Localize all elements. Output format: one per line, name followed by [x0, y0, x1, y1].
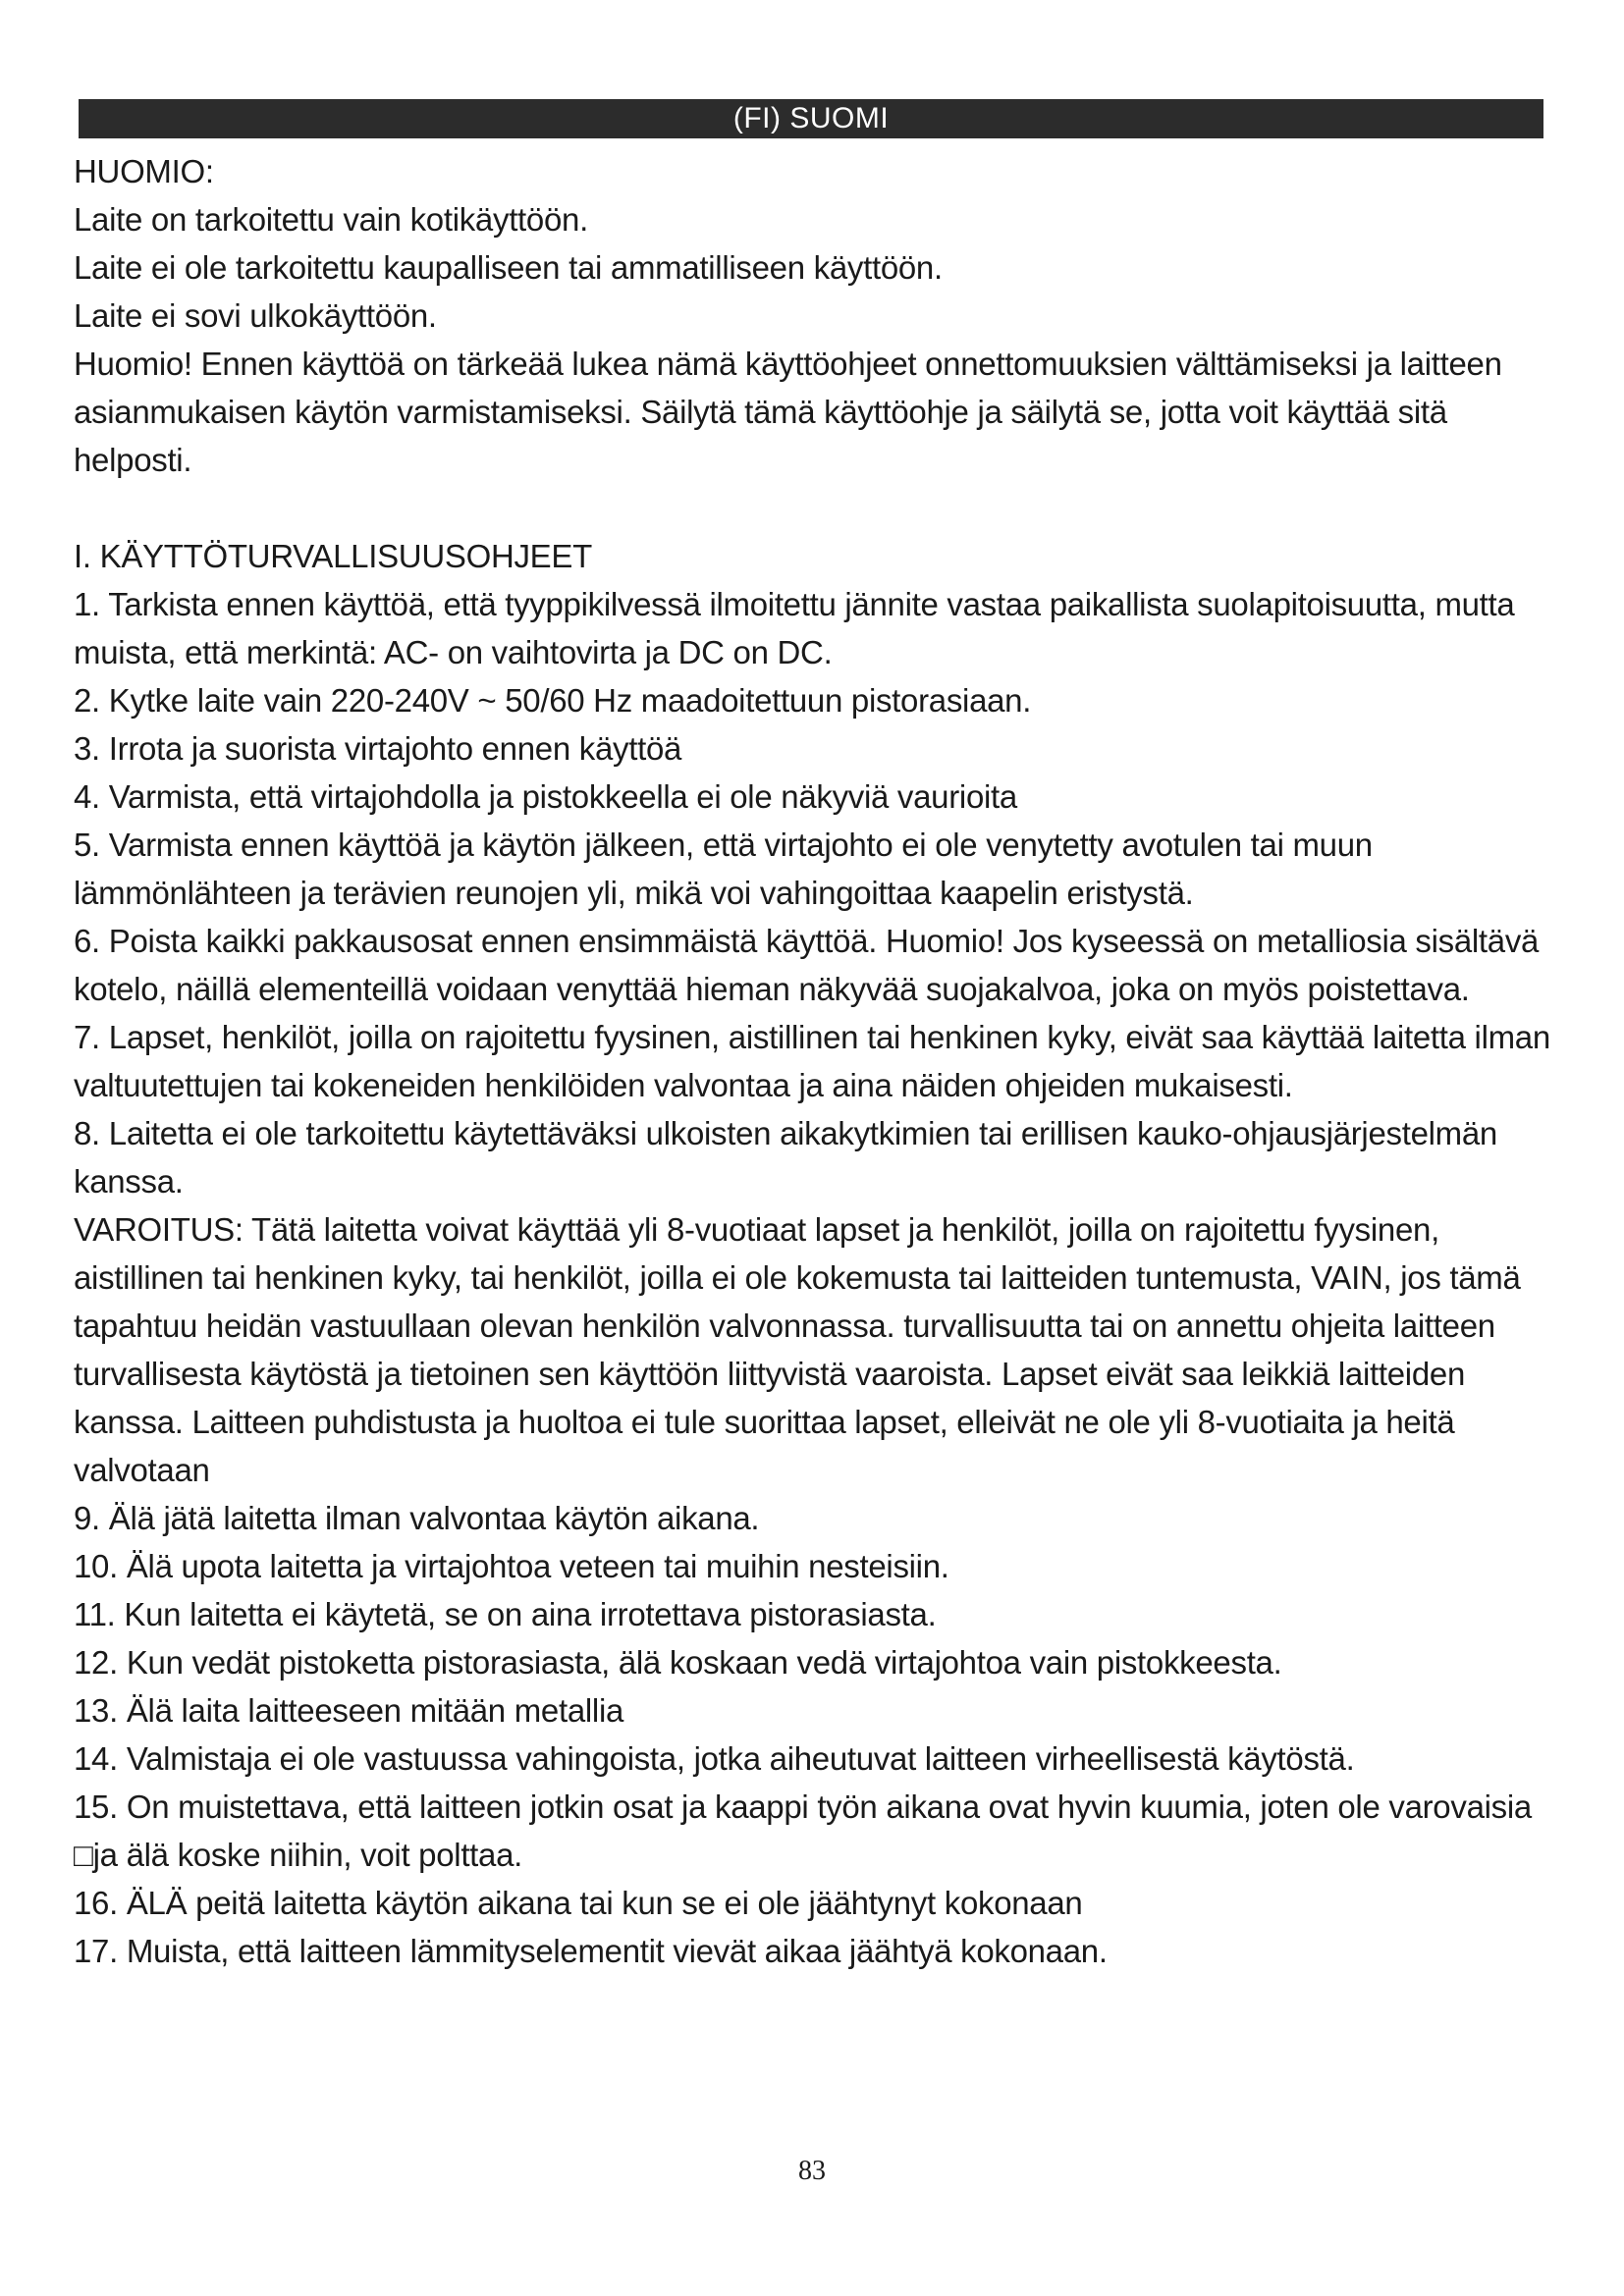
safety-item-7: 7. Lapset, henkilöt, joilla on rajoitettu fyysinen, aistillinen tai henkinen kyky, eivät saa käyttää laitetta ilman valtuutettujen tai kokeneiden henkilöiden valvontaa ja aina näiden ohjeiden mukaisesti.: [74, 1019, 1550, 1103]
notice-paragraph: Huomio! Ennen käyttöä on tärkeää lukea nämä käyttöohjeet onnettomuuksien välttämiseksi ja laitteen asianmukaisen käytön varmistamiseksi. Säilytä tämä käyttöohje ja säilytä se, jotta voit käyttää sitä helposti.: [74, 346, 1502, 478]
notice-line: Laite ei sovi ulkokäyttöön.: [74, 297, 437, 334]
page-number: 83: [798, 2156, 826, 2186]
safety-item-6: 6. Poista kaikki pakkausosat ennen ensimmäistä käyttöä. Huomio! Jos kyseessä on metalliosia sisältävä kotelo, näillä elementeillä voidaan venyttää hieman näkyvää suojakalvoa, joka on myös poistettava.: [74, 923, 1540, 1007]
safety-warning: VAROITUS: Tätä laitetta voivat käyttää yli 8-vuotiaat lapset ja henkilöt, joilla on rajoitettu fyysinen, aistillinen tai henkinen kyky, tai henkilöt, joilla ei ole kokemusta tai laitteiden tuntemusta, VAIN, jos tämä tapahtuu heidän vastuullaan olevan henkilön valvonnassa. turvallisuutta tai on annettu ohjeita laitteen turvallisesta käytöstä ja tietoinen sen käyttöön liittyvistä vaaroista. Lapset eivät saa leikkiä laitteiden kanssa. Laitteen puhdistusta ja huoltoa ei tule suorittaa lapset, elleivät ne ole yli 8-vuotiaita ja heitä valvotaan: [74, 1211, 1521, 1488]
section-spacer: [74, 484, 1556, 532]
safety-item-9: 9. Älä jätä laitetta ilman valvontaa käytön aikana.: [74, 1500, 760, 1536]
manual-content: [74, 147, 1556, 1975]
safety-item-15: 15. On muistettava, että laitteen jotkin osat ja kaappi työn aikana ovat hyvin kuumia, joten ole varovaisia □ja älä koske niihin, voit polttaa.: [74, 1789, 1532, 1873]
safety-item-10: 10. Älä upota laitetta ja virtajohtoa veteen tai muihin nesteisiin.: [74, 1548, 949, 1584]
safety-item-5: 5. Varmista ennen käyttöä ja käytön jälkeen, että virtajohto ei ole venytetty avotulen tai muun lämmönlähteen ja terävien reunojen yli, mikä voi vahingoittaa kaapelin eristystä.: [74, 827, 1373, 911]
safety-item-11: 11. Kun laitetta ei käytetä, se on aina irrotettava pistorasiasta.: [74, 1596, 937, 1632]
notice-line: Laite on tarkoitettu vain kotikäyttöön.: [74, 201, 588, 238]
safety-item-2: 2. Kytke laite vain 220-240V ~ 50/60 Hz maadoitettuun pistorasiaan.: [74, 682, 1032, 719]
safety-item-4: 4. Varmista, että virtajohdolla ja pistokkeella ei ole näkyviä vaurioita: [74, 778, 1017, 815]
language-header-title: (FI) SUOMI: [732, 102, 890, 134]
language-header-bar: [79, 99, 1543, 138]
safety-item-12: 12. Kun vedät pistoketta pistorasiasta, älä koskaan vedä virtajohtoa vain pistokkeesta.: [74, 1644, 1282, 1681]
safety-item-3: 3. Irrota ja suorista virtajohto ennen käyttöä: [74, 730, 682, 767]
notice-line: Laite ei ole tarkoitettu kaupalliseen tai ammatilliseen käyttöön.: [74, 249, 943, 286]
safety-item-16: 16. ÄLÄ peitä laitetta käytön aikana tai kun se ei ole jäähtynyt kokonaan: [74, 1885, 1083, 1921]
safety-item-1: 1. Tarkista ennen käyttöä, että tyyppikilvessä ilmoitettu jännite vastaa paikallista suolapitoisuutta, mutta muista, että merkintä: AC- on vaihtovirta ja DC on DC.: [74, 586, 1515, 670]
safety-item-8: 8. Laitetta ei ole tarkoitettu käytettäväksi ulkoisten aikakytkimien tai erillisen kauko-ohjausjärjestelmän kanssa.: [74, 1115, 1497, 1200]
safety-item-14: 14. Valmistaja ei ole vastuussa vahingoista, jotka aiheutuvat laitteen virheellisestä käytöstä.: [74, 1740, 1355, 1777]
notice-heading: HUOMIO:: [74, 153, 214, 189]
safety-section-heading: I. KÄYTTÖTURVALLISUUSOHJEET: [74, 538, 592, 574]
safety-item-17: 17. Muista, että laitteen lämmityselementit vievät aikaa jäähtyä kokonaan.: [74, 1933, 1108, 1969]
safety-item-13: 13. Älä laita laitteeseen mitään metallia: [74, 1692, 624, 1729]
